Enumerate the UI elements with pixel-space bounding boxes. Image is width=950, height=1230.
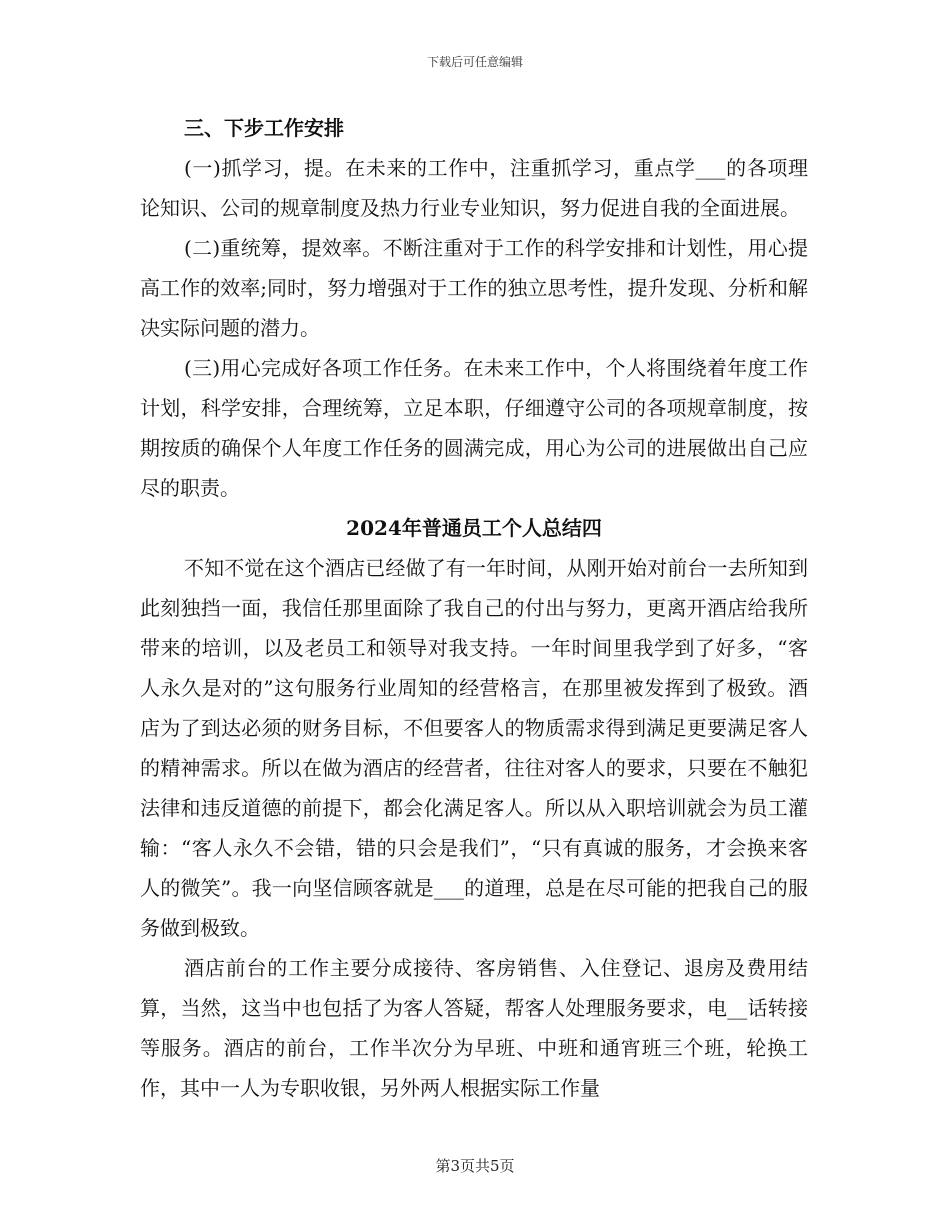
section-heading: 三、下步工作安排 — [184, 116, 344, 140]
section-paragraph-3: (三)用心完成好各项工作任务。在未来工作中，个人将围绕着年度工作计划，科学安排，合理统筹，立足本职，仔细遵守公司的各项规章制度，按期按质的确保个人年度工作任务的圆满完成，用心为公司的进展做出自己应尽的职责。 — [140, 356, 808, 500]
section-paragraph-1: (一)抓学习，提。在未来的工作中，注重抓学习，重点学___的各项理论知识、公司的规章制度及热力行业专业知识，努力促进自我的全面进展。 — [140, 156, 808, 220]
doc-paragraph-1: 不知不觉在这个酒店已经做了有一年时间，从刚开始对前台一去所知到此刻独挡一面，我信任那里面除了我自己的付出与努力，更离开酒店给我所带来的培训，以及老员工和领导对我支持。一年时间里我学到了好多，“客人永久是对的”这句服务行业周知的经营格言，在那里被发挥到了极致。酒店为了到达必须的财务目标，不但要客人的物质需求得到满足更要满足客人的精神需求。所以在做为酒店的经营者，往往对客人的要求，只要在不触犯法律和违反道德的前提下，都会化满足客人。所以从入职培训就会为员工灌输：“客人永久不会错，错的只会是我们”，“只有真诚的服务，才会换来客人的微笑”。我一向坚信顾客就是___的道理，总是在尽可能的把我自己的服务做到极致。 — [140, 556, 808, 940]
doc-title: 2024年普通员工个人总结四 — [346, 516, 602, 540]
document-body — [140, 108, 808, 1108]
doc-paragraph-2: 酒店前台的工作主要分成接待、客房销售、入住登记、退房及费用结算，当然，这当中也包括了为客人答疑，帮客人处理服务要求，电__话转接等服务。酒店的前台，工作半次分为早班、中班和通宵班三个班，轮换工作，其中一人为专职收银，另外两人根据实际工作量 — [140, 956, 808, 1100]
section-paragraph-2: (二)重统筹，提效率。不断注重对于工作的科学安排和计划性，用心提高工作的效率;同时，努力增强对于工作的独立思考性，提升发现、分析和解决实际问题的潜力。 — [140, 236, 808, 340]
page-footer: 第3页共5页 — [435, 1157, 515, 1175]
header-note: 下载后可任意编辑 — [426, 55, 523, 69]
